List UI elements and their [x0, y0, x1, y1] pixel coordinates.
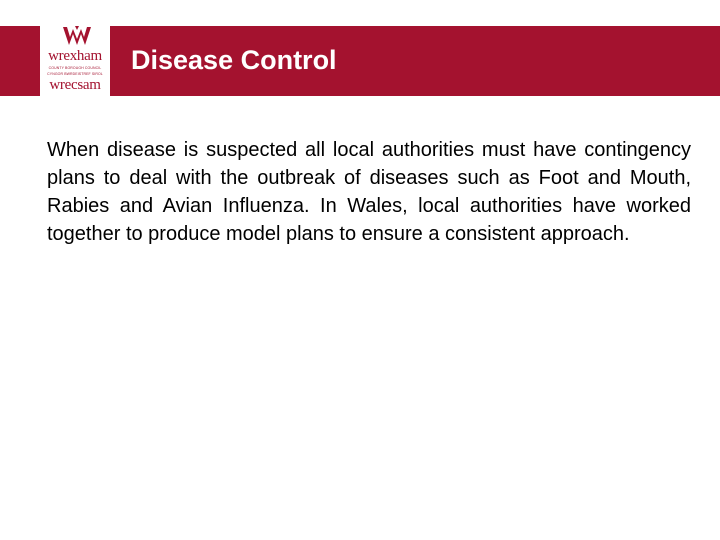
logo-subtitle-welsh: CYNGOR BWRDEISTREF SIROL — [47, 72, 103, 76]
crest-w-icon — [62, 25, 92, 47]
council-logo — [40, 22, 110, 96]
logo-wordmark-english: wrexham — [48, 48, 102, 64]
slide-title: Disease Control — [131, 45, 337, 75]
logo-subtitle-english: COUNTY BOROUGH COUNCIL — [48, 66, 102, 70]
logo-wordmark-welsh: wrecsam — [49, 77, 101, 93]
body-paragraph: When disease is suspected all local authorities must have contingency plans to deal with the outbreak of diseases such as Foot and Mouth, Rabies and Avian Influenza. In Wales, local authorities have worked together to produce model plans to ensure a consistent approach. — [47, 139, 691, 245]
